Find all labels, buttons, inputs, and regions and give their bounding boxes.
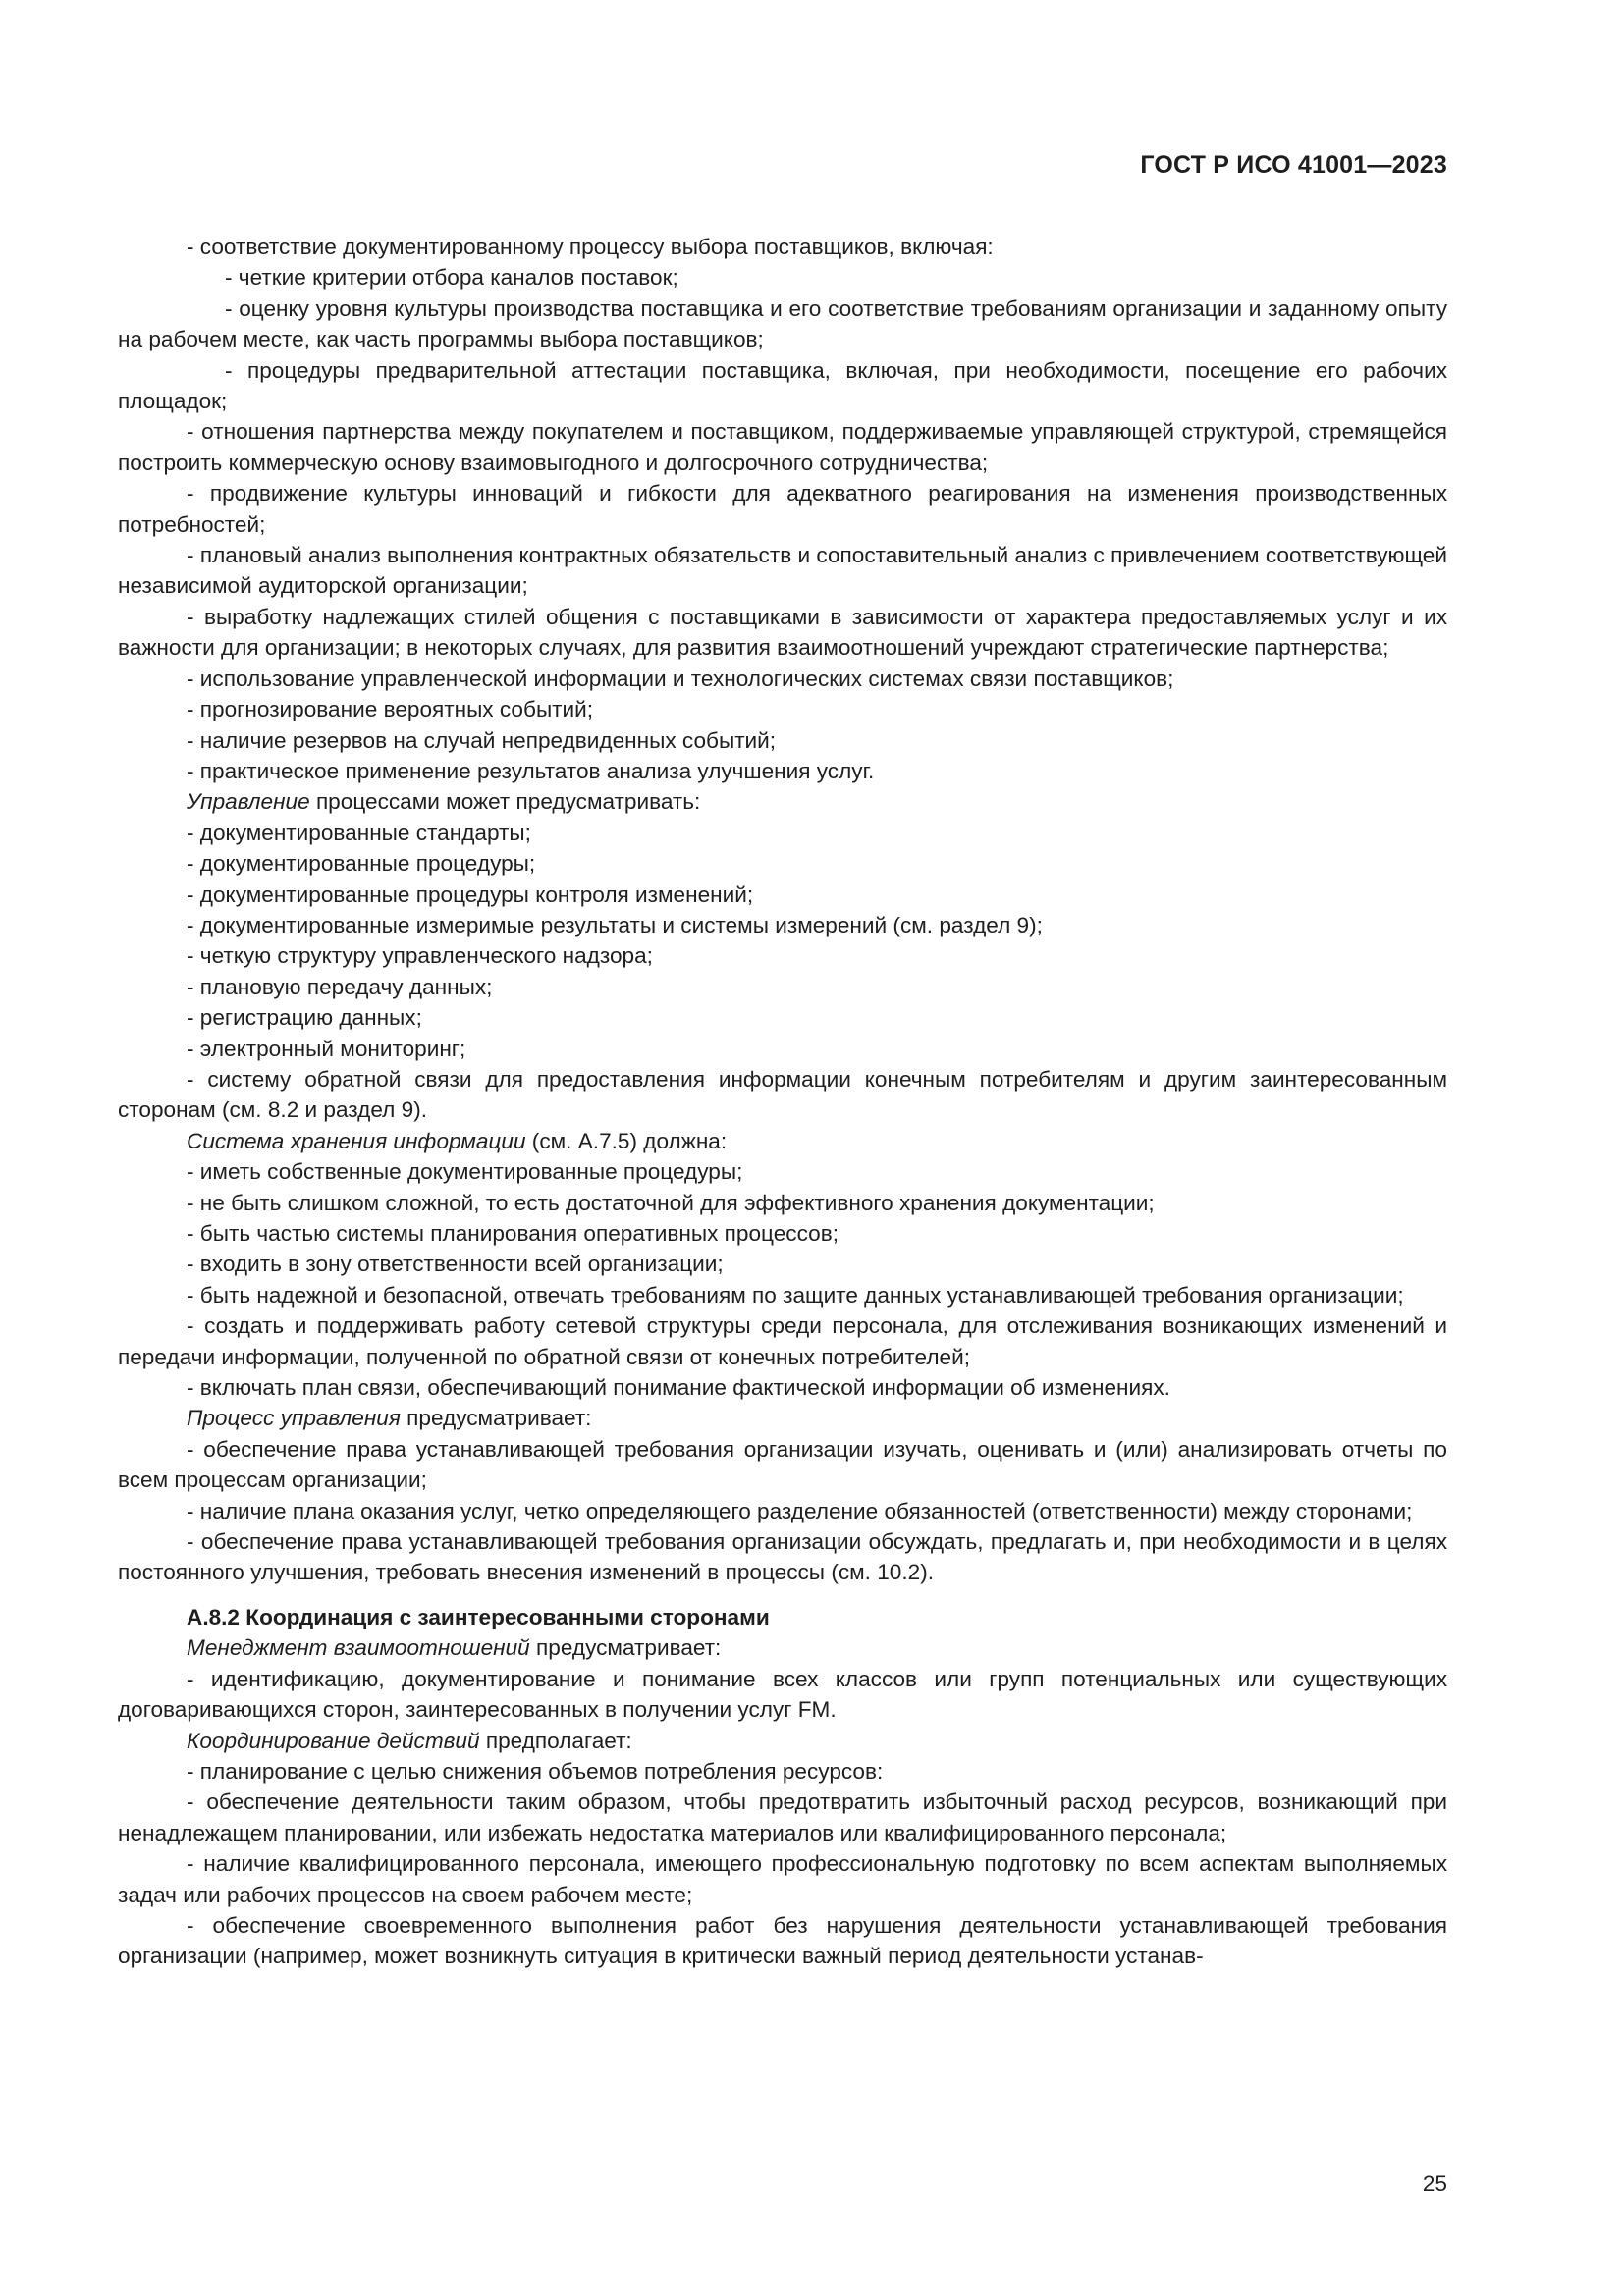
list-item: - документированные стандарты; xyxy=(187,820,531,845)
list-item: - выработку надлежащих стилей общения с поставщиками в зависимости от характера предоставляемых услуг и их важности для организации; в некоторых случаях, для развития взаимоотношений учреждают стратегические партнерства; xyxy=(118,604,1447,661)
list-item: - соответствие документированному процессу выбора поставщиков, включая: xyxy=(187,235,994,259)
lead-paragraph xyxy=(118,1726,1447,1756)
lead-text: (см. А.7.5) должна: xyxy=(525,1128,728,1153)
list-item: - четкую структуру управленческого надзора; xyxy=(187,943,653,969)
list-item: - продвижение культуры инноваций и гибкости для адекватного реагирования на изменения производственных потребностей; xyxy=(118,481,1447,537)
list-item: - обеспечение своевременного выполнения работ без нарушения деятельности устанавливающей требования организации (например, может возникнуть ситуация в критически важный период деятельности устанав- xyxy=(118,1912,1447,1969)
list-item: - обеспечение права устанавливающей требования организации изучать, оценивать и (или) анализировать отчеты по всем процессам организации; xyxy=(118,1436,1447,1493)
list-item: - входить в зону ответственности всей организации; xyxy=(187,1252,724,1277)
list-sub-item: - оценку уровня культуры производства поставщика и его соответствие требованиям организации и заданному опыту на рабочем месте, как часть программы выбора поставщиков; xyxy=(118,295,1447,352)
list-item: - плановый анализ выполнения контрактных обязательств и сопоставительный анализ с привлечением соответствующей независимой аудиторской организации; xyxy=(118,543,1447,599)
list-sub-item: - процедуры предварительной аттестации поставщика, включая, при необходимости, посещение его рабочих площадок; xyxy=(118,357,1447,414)
list-item: - не быть слишком сложной, то есть достаточной для эффективного хранения документации; xyxy=(187,1190,1155,1215)
document-body xyxy=(118,232,1447,1972)
list-item: - отношения партнерства между покупателем и поставщиком, поддерживаемые управляющей структурой, стремящейся построить коммерческую основу взаимовыгодного и долгосрочного сотрудничества; xyxy=(118,419,1447,475)
list-item: - систему обратной связи для предоставления информации конечным потребителям и другим заинтересованным сторонам (см. 8.2 и раздел 9). xyxy=(118,1066,1447,1123)
list-item: - наличие резервов на случай непредвиденных событий; xyxy=(187,727,777,753)
lead-paragraph xyxy=(118,1126,1447,1156)
list-item: - наличие квалифицированного персонала, имеющего профессиональную подготовку по всем аспектам выполняемых задач или рабочих процессов на своем рабочем месте; xyxy=(118,1851,1447,1907)
list-item: - документированные процедуры; xyxy=(187,851,536,877)
list-item: - прогнозирование вероятных событий; xyxy=(187,697,594,722)
list-item: - использование управленческой информации и технологических системах связи поставщиков; xyxy=(187,666,1174,691)
lead-paragraph xyxy=(118,786,1447,817)
italic-term: Система хранения информации xyxy=(187,1128,526,1153)
list-item: - обеспечение права устанавливающей требования организации обсуждать, предлагать и, при необходимости и в целях постоянного улучшения, требовать внесения изменений в процессы (см. 10.2). xyxy=(118,1529,1447,1585)
list-item: - быть частью системы планирования оперативных процессов; xyxy=(187,1221,839,1246)
italic-term: Процесс управления xyxy=(187,1406,401,1431)
list-item: - планирование с целью снижения объемов потребления ресурсов: xyxy=(187,1758,884,1784)
list-sub-item: - четкие критерии отбора каналов поставок; xyxy=(225,265,678,291)
page-number: 25 xyxy=(1422,2171,1447,2196)
italic-term: Координирование действий xyxy=(187,1728,480,1753)
italic-term: Управление xyxy=(187,789,310,815)
lead-text: предусматривает: xyxy=(400,1406,592,1431)
list-item: - практическое применение результатов анализа улучшения услуг. xyxy=(187,758,875,783)
list-item: - иметь собственные документированные процедуры; xyxy=(187,1159,743,1185)
list-item: - идентификацию, документирование и понимание всех классов или групп потенциальных или существующих договаривающихся сторон, заинтересованных в получении услуг FM. xyxy=(118,1666,1447,1723)
lead-text: процессами может предусматривать: xyxy=(309,789,701,815)
lead-paragraph xyxy=(118,1403,1447,1433)
list-item: - документированные процедуры контроля изменений; xyxy=(187,881,754,907)
document-code: ГОСТ Р ИСО 41001—2023 xyxy=(1140,151,1447,179)
list-item: - документированные измеримые результаты и системы измерений (см. раздел 9); xyxy=(187,912,1043,937)
list-item: - электронный мониторинг; xyxy=(187,1036,466,1061)
section-heading: А.8.2 Координация с заинтересованными сторонами xyxy=(187,1604,770,1629)
italic-term: Менеджмент взаимоотношений xyxy=(187,1635,530,1661)
list-item: - обеспечение деятельности таким образом, чтобы предотвратить избыточный расход ресурсов, возникающий при ненадлежащем планировании, или избежать недостатка материалов или квалифицированного персонала; xyxy=(118,1789,1447,1845)
lead-paragraph xyxy=(118,1632,1447,1663)
list-item: - плановую передачу данных; xyxy=(187,974,493,999)
list-item: - быть надежной и безопасной, отвечать требованиям по защите данных устанавливающей требования организации; xyxy=(187,1282,1404,1308)
lead-text: предусматривает: xyxy=(529,1635,722,1661)
list-item: - регистрацию данных; xyxy=(187,1005,422,1031)
list-item: - создать и поддерживать работу сетевой структуры среди персонала, для отслеживания возникающих изменений и передачи информации, полученной по обратной связи от конечных потребителей; xyxy=(118,1313,1447,1369)
list-item: - включать план связи, обеспечивающий понимание фактической информации об изменениях. xyxy=(187,1375,1170,1401)
lead-text: предполагает: xyxy=(479,1728,632,1753)
list-item: - наличие плана оказания услуг, четко определяющего разделение обязанностей (ответственности) между сторонами; xyxy=(187,1498,1413,1523)
